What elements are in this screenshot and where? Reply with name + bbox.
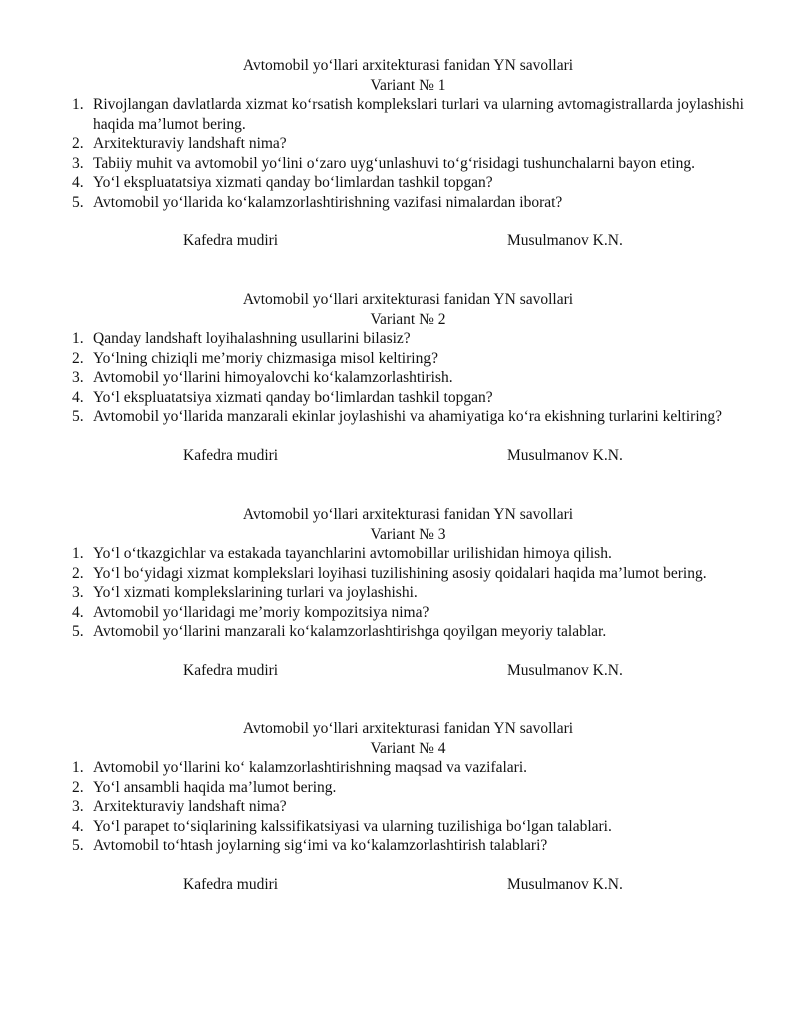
question-number: 4. <box>72 174 84 191</box>
question-text: Yo‘l ekspluatatsiya xizmati qanday bo‘limlardan tashkil topgan? <box>93 388 493 406</box>
variant-3 <box>72 505 744 681</box>
question-item <box>72 329 744 349</box>
variant-2 <box>72 290 744 466</box>
question-text: Avtomobil to‘htash joylarning sig‘imi va ko‘kalamzorlashtirish talablari? <box>93 837 548 854</box>
question-number: 2. <box>72 778 84 796</box>
question-item <box>72 193 744 213</box>
question-item <box>72 134 744 154</box>
question-item <box>72 349 744 369</box>
signature-role: Kafedra mudiri <box>183 446 279 464</box>
question-number: 2. <box>72 135 84 152</box>
question-item <box>72 564 744 584</box>
question-number: 3. <box>72 154 84 172</box>
question-text: Yo‘l o‘tkazgichlar va estakada tayanchlarini avtomobillar urilishidan himoya qilish. <box>93 545 612 562</box>
question-number: 5. <box>72 193 84 211</box>
variant-1 <box>72 56 744 251</box>
question-text: Yo‘lning chiziqli me’moriy chizmasiga misol keltiring? <box>93 349 438 367</box>
question-number: 3. <box>72 798 84 815</box>
signature-line <box>72 446 744 466</box>
question-number: 4. <box>72 388 84 406</box>
question-text: Avtomobil yo‘llarini ko‘ kalamzorlashtirishning maqsad va vazifalari. <box>93 759 528 776</box>
signature-name: Musulmanov K.N. <box>507 875 623 893</box>
question-text: Arxitekturaviy landshaft nima? <box>93 798 287 815</box>
question-item <box>72 778 744 798</box>
question-number: 3. <box>72 584 84 601</box>
variant-title: Avtomobil yo‘llari arxitekturasi fanidan YN savollari <box>242 291 574 308</box>
signature-name: Musulmanov K.N. <box>507 232 623 249</box>
question-number: 4. <box>72 603 84 621</box>
question-list <box>72 544 744 642</box>
question-number: 1. <box>72 96 84 113</box>
question-item <box>72 407 744 427</box>
variant-title: Avtomobil yo‘llari arxitekturasi fanidan YN savollari <box>242 57 574 74</box>
question-number: 1. <box>72 330 84 347</box>
signature-name: Musulmanov K.N. <box>507 446 623 464</box>
question-number: 5. <box>72 408 84 425</box>
question-number: 2. <box>72 564 84 582</box>
question-text: Yo‘l ansambli haqida ma’lumot bering. <box>93 778 337 796</box>
question-item <box>72 388 744 408</box>
question-item <box>72 154 744 174</box>
variant-number: Variant № 1 <box>370 76 446 94</box>
question-item <box>72 836 744 856</box>
question-number: 3. <box>72 369 84 386</box>
variant-4 <box>72 719 744 895</box>
question-text: Avtomobil yo‘llarida ko‘kalamzorlashtirishning vazifasi nimalardan iborat? <box>93 193 563 211</box>
variant-number: Variant № 4 <box>370 739 446 757</box>
question-text: Yo‘l parapet to‘siqlarining kalssifikatsiyasi va ularning tuzilishiga bo‘lgan talablari. <box>93 817 612 835</box>
question-text: Rivojlangan davlatlarda xizmat ko‘rsatish komplekslari turlari va ularning avtomagistrallarda joylashishi haqida ma’lumot bering. <box>93 96 744 133</box>
signature-role: Kafedra mudiri <box>183 875 279 893</box>
question-item <box>72 817 744 837</box>
question-item <box>72 583 744 603</box>
signature-role: Kafedra mudiri <box>183 232 279 249</box>
signature-role: Kafedra mudiri <box>183 661 279 679</box>
signature-line <box>72 875 744 895</box>
question-number: 2. <box>72 349 84 367</box>
signature-line <box>72 661 744 681</box>
question-text: Qanday landshaft loyihalashning usullarini bilasiz? <box>93 330 411 347</box>
question-text: Yo‘l ekspluatatsiya xizmati qanday bo‘limlardan tashkil topgan? <box>93 174 493 191</box>
question-item <box>72 758 744 778</box>
variant-title: Avtomobil yo‘llari arxitekturasi fanidan YN savollari <box>242 506 574 523</box>
question-item <box>72 173 744 193</box>
variant-number: Variant № 3 <box>370 525 446 543</box>
question-item <box>72 368 744 388</box>
question-item <box>72 95 744 134</box>
question-text: Yo‘l xizmati komplekslarining turlari va joylashishi. <box>93 584 418 601</box>
question-item <box>72 544 744 564</box>
question-text: Avtomobil yo‘llarini manzarali ko‘kalamzorlashtirishga qoyilgan meyoriy talablar. <box>93 623 607 640</box>
question-text: Tabiiy muhit va avtomobil yo‘lini o‘zaro uyg‘unlashuvi to‘g‘risidagi tushunchalarni bayon eting. <box>93 154 696 172</box>
variant-title: Avtomobil yo‘llari arxitekturasi fanidan YN savollari <box>242 720 574 737</box>
question-text: Avtomobil yo‘llaridagi me’moriy kompozitsiya nima? <box>93 603 430 621</box>
question-text: Arxitekturaviy landshaft nima? <box>93 135 287 152</box>
question-item <box>72 622 744 642</box>
question-number: 5. <box>72 837 84 854</box>
question-list <box>72 329 744 427</box>
question-text: Yo‘l bo‘yidagi xizmat komplekslari loyihasi tuzilishining asosiy qoidalari haqida ma’lumot bering. <box>93 564 707 582</box>
question-number: 1. <box>72 759 84 776</box>
question-list <box>72 95 744 212</box>
question-text: Avtomobil yo‘llarida manzarali ekinlar joylashishi va ahamiyatiga ko‘ra ekishning turlarini keltiring? <box>93 408 722 425</box>
variant-number: Variant № 2 <box>370 310 446 328</box>
question-number: 5. <box>72 623 84 640</box>
signature-line <box>72 231 744 251</box>
question-item <box>72 603 744 623</box>
question-text: Avtomobil yo‘llarini himoyalovchi ko‘kalamzorlashtirish. <box>93 369 453 386</box>
question-number: 1. <box>72 545 84 562</box>
question-number: 4. <box>72 817 84 835</box>
question-item <box>72 797 744 817</box>
signature-name: Musulmanov K.N. <box>507 661 623 679</box>
question-list <box>72 758 744 856</box>
